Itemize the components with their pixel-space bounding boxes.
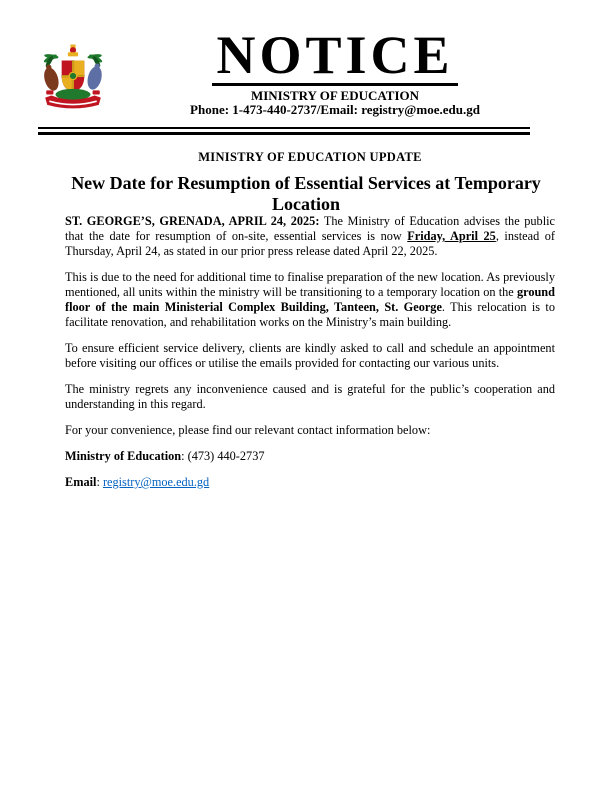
text-run: ground floor of the main Ministerial Complex Building, Tanteen, St. George [65,285,555,314]
text-run: To ensure efficient service delivery, clients are kindly asked to call and schedule an appointment before visiting our offices or utilise the emails provided for contacting our various units. [65,341,555,370]
double-rule [38,127,530,135]
text-run: The Ministry of Education advises the public that the date for resumption of on-site, essential services is now [65,214,555,243]
text-run: Friday, April 25 [407,229,496,243]
text-run: . This relocation is to facilitate renovation, and rehabilitation works on the Ministry’s main building. [65,300,555,329]
paragraph-apology [65,382,555,412]
letterhead [115,25,555,117]
letterhead-contact: Phone: 1-473-440-2737/Email: registry@moe.edu.gd [190,102,480,117]
paragraph-contact-intro [65,423,555,438]
armadillo-supporter [42,65,61,93]
ornament-left [46,90,53,94]
ornament-right [93,90,100,94]
text-run: Email [65,475,97,489]
coat-of-arms-icon [39,43,107,111]
text-run: Ministry of Education [65,449,182,463]
text-run: ST. GEORGE’S, GRENADA, APRIL 24, 2025: [65,214,320,228]
contact-email-line [65,475,555,490]
text-run: This is due to the need for additional time to finalise preparation of the new location. As previously mentioned, all units within the ministry will be transitioning to a temporary location on the [65,270,555,299]
shield [62,61,85,92]
text-run: : [96,475,103,489]
paragraph-dateline [65,214,555,259]
update-label: MINISTRY OF EDUCATION UPDATE [198,150,422,164]
paragraph-reason [65,270,555,330]
notice-title: NOTICE [212,28,457,86]
ministry-name: MINISTRY OF EDUCATION [250,88,420,103]
text-run: The ministry regrets any inconvenience caused and is grateful for the public’s cooperation and understanding in this regard. [65,382,555,411]
text-run: , instead of Thursday, April 24, as stated in our prior press release dated April 22, 2025. [65,229,555,258]
contact-phone-line [65,449,555,464]
dove-supporter [85,64,104,92]
body-text [65,214,555,501]
headline: New Date for Resumption of Essential Services at Temporary Location [71,173,541,214]
crest-band [68,52,78,56]
text-run: : (473) 440-2737 [181,449,265,463]
text-run: For your convenience, please find our relevant contact information below: [65,423,431,437]
email-link[interactable]: registry@moe.edu.gd [102,475,210,489]
paragraph-appointments [65,341,555,371]
